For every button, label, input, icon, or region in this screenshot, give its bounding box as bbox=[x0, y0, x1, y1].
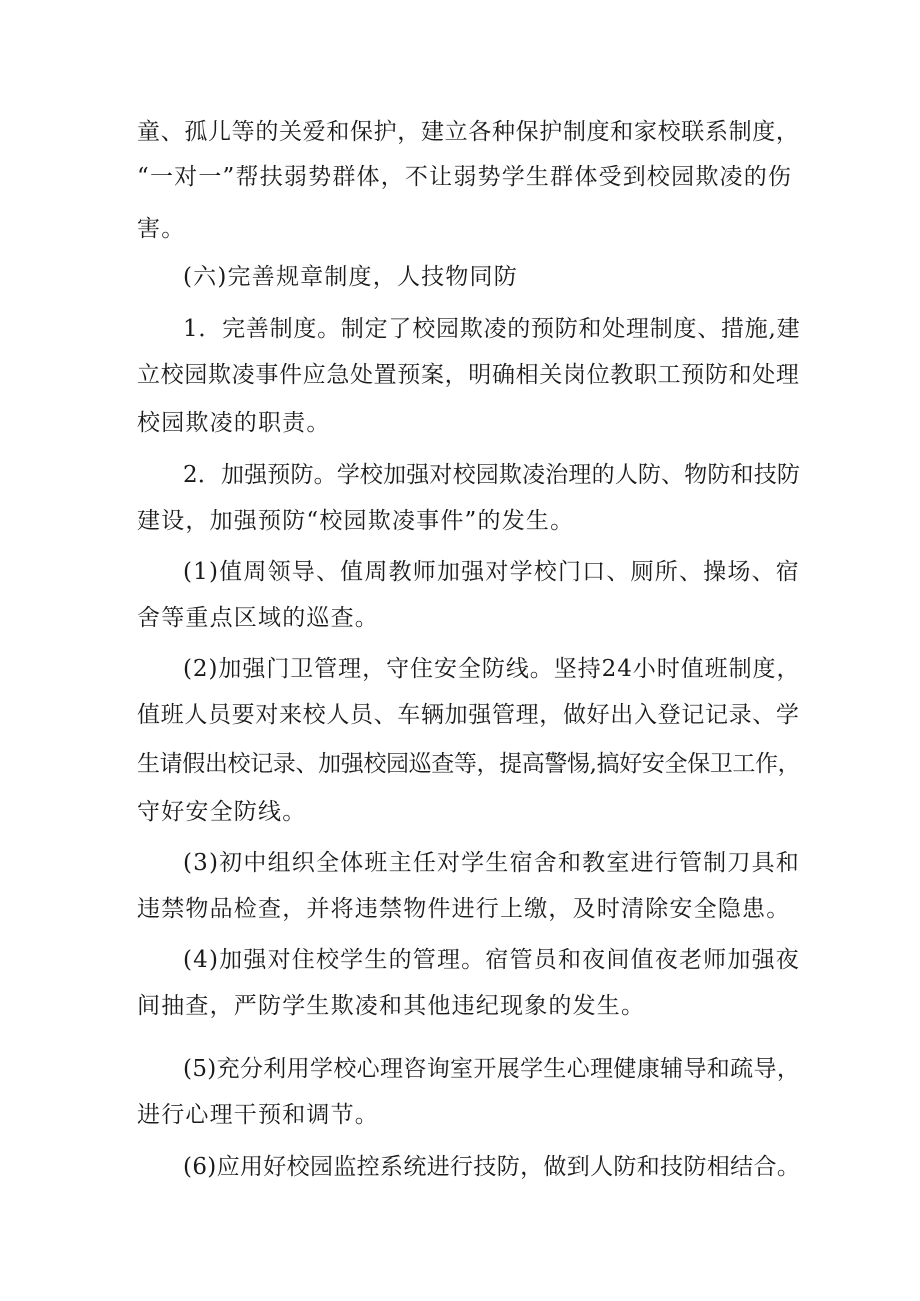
text-line: 害。 bbox=[137, 216, 186, 242]
text-line: (2)加强门卫管理，守住安全防线。坚持24小时值班制度， bbox=[183, 656, 801, 682]
text-line: 值班人员要对来校人员、车辆加强管理，做好出入登记记录、学 bbox=[137, 702, 800, 728]
text-line: (4)加强对住校学生的管理。宿管员和夜间值夜老师加强夜 bbox=[183, 947, 800, 973]
text-line: 守好安全防线。 bbox=[137, 799, 307, 825]
text-line: 校园欺凌的职责。 bbox=[137, 410, 331, 436]
text-line: 间抽查，严防学生欺凌和其他违纪现象的发生。 bbox=[137, 993, 646, 1019]
text-line: 舍等重点区域的巡查。 bbox=[137, 605, 379, 631]
text-line: (3)初中组织全体班主任对学生宿舍和教室进行管制刀具和 bbox=[183, 850, 800, 876]
text-line: “一对一”帮扶弱势群体，不让弱势学生群体受到校园欺凌的伤 bbox=[137, 164, 793, 190]
section-heading: (六)完善规章制度，人技物同防 bbox=[183, 264, 518, 290]
text-line: (5)充分利用学校心理咨询室开展学生心理健康辅导和疏导， bbox=[183, 1056, 801, 1082]
text-line: (6)应用好校园监控系统进行技防，做到人防和技防相结合。 bbox=[183, 1154, 801, 1180]
text-line: 违禁物品检查，并将违禁物件进行上缴，及时清除安全隐患。 bbox=[137, 896, 791, 922]
text-line: 1．完善制度。制定了校园欺凌的预防和处理制度、措施,建 bbox=[183, 316, 801, 342]
text-line: 童、孤儿等的关爱和保护，建立各种保护制度和家校联系制度， bbox=[137, 119, 800, 145]
text-line: 建设，加强预防“校园欺凌事件”的发生。 bbox=[137, 508, 575, 534]
text-line: 生请假出校记录、加强校园巡查等，提高警惕,搞好安全保卫工作， bbox=[137, 751, 801, 777]
text-line: 立校园欺凌事件应急处置预案，明确相关岗位教职工预防和处理 bbox=[137, 362, 800, 388]
text-line: 2．加强预防。学校加强对校园欺凌治理的人防、物防和技防 bbox=[183, 462, 801, 488]
text-line: (1)值周领导、值周教师加强对学校门口、厕所、操场、宿 bbox=[183, 559, 800, 585]
text-line: 进行心理干预和调节。 bbox=[137, 1102, 379, 1128]
